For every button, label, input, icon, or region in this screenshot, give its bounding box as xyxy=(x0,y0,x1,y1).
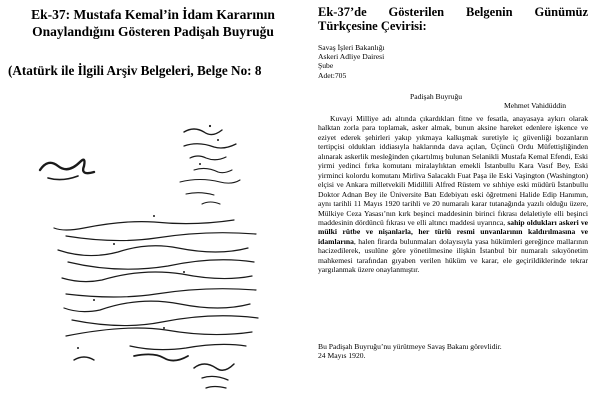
header-line: Askeri Adliye Dairesi xyxy=(318,52,385,62)
header-line: Savaş İşleri Bakanlığı xyxy=(318,43,385,52)
right-title-line2: Türkçesine Çevirisi: xyxy=(318,19,427,33)
body-text-part1: Kuvayi Milliye adı altında çıkardıkları fitne ve fesatla, anayasaya aykırı olarak halktan zorla para toplamak, asker almak, bunun aksine hareket edenlere işkence ve eziyet ederek şehirleri yakıp yıkmaya kalkışmak suretiyle iç güvenliği bozanların tertipçisi oldukları iddiasıyla haklarında dava açılan, Üçüncü Ordu Müfettişliğinden alınarak askerlik mesleğinden çıkartılmış bulunan Selanikli Mustafa Kemal Efendi, Eski yirmi yedinci fırka komutanı miralaylıktan emekli İstanbullu Kara Vasıf Bey, Eski yirminci kolordu komutanı Mirliva Salacaklı Fuat Paşa ile Eski Vaşington (Washington) elçisi ve Ankara milletvekili Midillili Alfred Rüstem ve sıhhiye eski müdürü İstanbullu Doktor Adnan Bey ile Üniversite Batı Edebiyatı eski öğretmeni Halide Edip Hanımın, aynı tarihli 11 Mayıs 1920 tarihli ve 20 numaralı karar tutanağında yazılı olduğu üzere, Mülkiye Ceza Yasası’nın kırk beşinci maddesinin birinci fıkrası delaletiyle elli beşinci maddesinin dördüncü fıkrası ve elli altıncı maddesi uyarınca, xyxy=(318,114,588,227)
handwritten-decree-scan xyxy=(34,112,280,398)
header-line: Adet:705 xyxy=(318,70,347,80)
archive-source-caption: (Atatürk ile İlgili Arşiv Belgeleri, Belge No: 8 xyxy=(8,63,262,78)
left-title-line2: Onaylandığını Gösteren Padişah Buyruğu xyxy=(32,24,274,39)
decree-body-text xyxy=(318,114,588,275)
header-line: Şube xyxy=(318,61,334,71)
left-title-line1: Ek-37: Mustafa Kemal’in İdam Kararının xyxy=(31,7,275,22)
right-column xyxy=(318,0,594,400)
footer-line2: 24 Mayıs 1920. xyxy=(318,351,366,361)
decree-footer xyxy=(318,342,588,360)
ministry-header-block xyxy=(318,43,385,80)
body-text-bold: sahip oldukları askeri ve mülki rütbe ve nişanlarla, her türlü resmi unvanlarının kaldırılmasına ve idamlarına xyxy=(318,217,588,246)
right-title-line1: Ek-37’de Gösterilen Belgenin Günümüz xyxy=(318,5,588,19)
body-text-part2: , halen firarda bulunmaları dolayısıyla yasa hükümleri gereğince mallarının hacizedilerek, usulüne göre yönetilmesine ilişkin İstanbul bir numaralı sıkıyönetim mahkemesi tarafından gıyaben verilen hüküm ve karar, ele geçirildiklerinde tekrar yargılanmak üzere onaylanmıştır. xyxy=(318,236,588,275)
signatory-name: Mehmet Vahidüddin xyxy=(504,101,567,110)
document-title: Padişah Buyruğu xyxy=(410,92,463,101)
footer-line1: Bu Padişah Buyruğu’nu yürütmeye Savaş Bakanı görevlidir. xyxy=(318,342,502,351)
